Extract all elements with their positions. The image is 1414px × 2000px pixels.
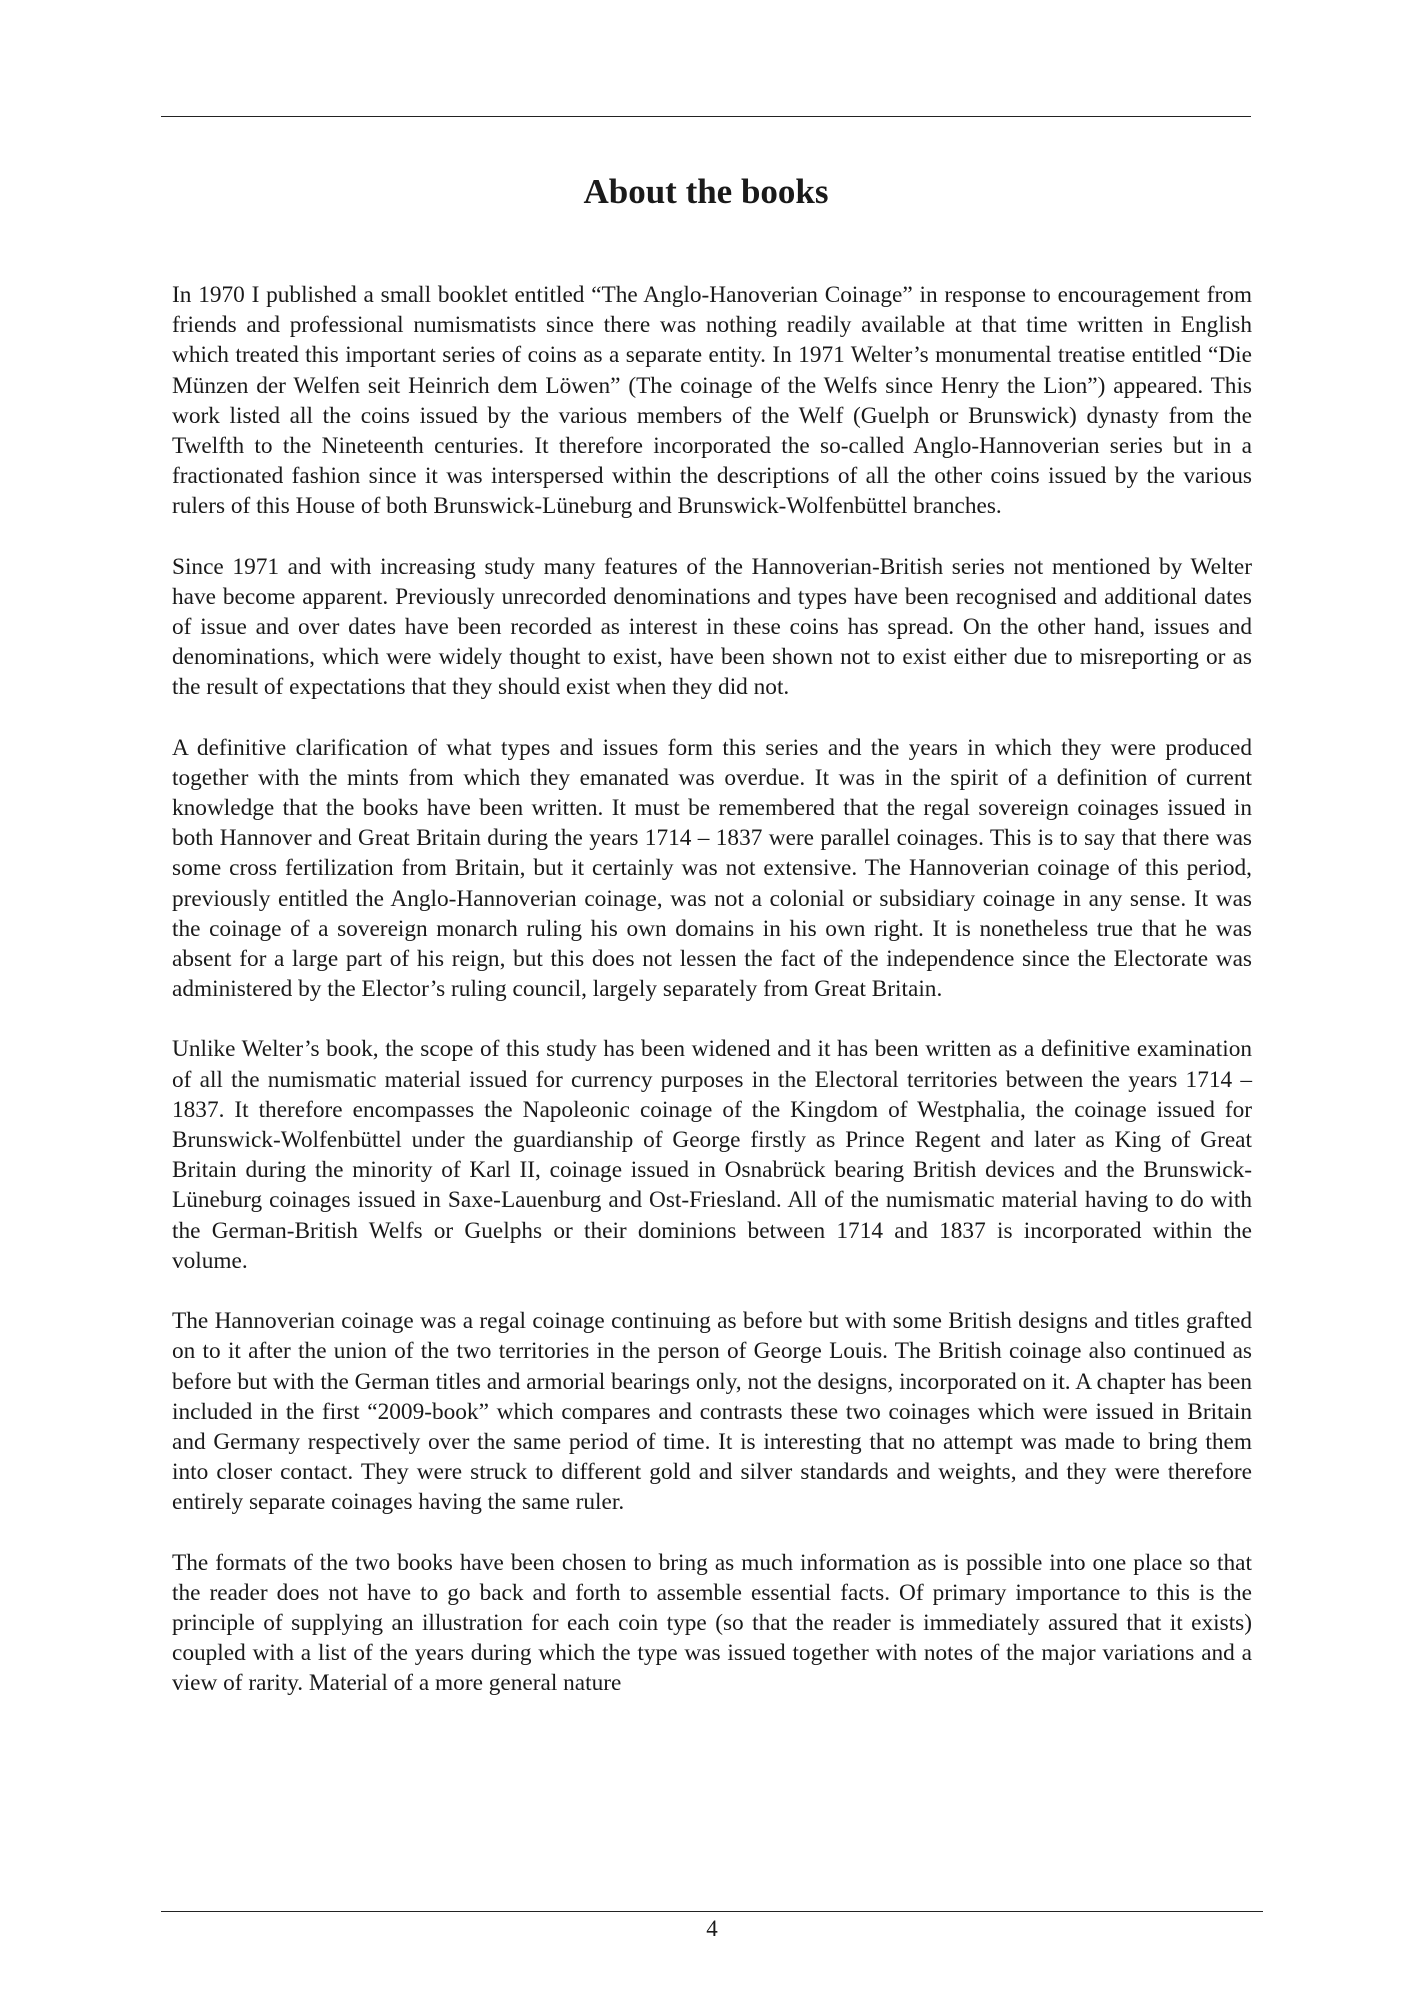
footer-rule (161, 1911, 1263, 1912)
paragraph-3: A definitive clarification of what types and issues form this series and the years in which they were produced together with the mints from which they emanated was overdue. It was in the spirit of a definition of current knowledge that the books have been written. It must be remembered that the regal sovereign coinages issued in both Hannover and Great Britain during the years 1714 – 1837 were parallel coinages. This is to say that there was some cross fertilization from Britain, but it certainly was not extensive. The Hannoverian coinage of this period, previously entitled the Anglo-Hannoverian coinage, was not a colonial or subsidiary coinage in any sense. It was the coinage of a sovereign monarch ruling his own domains in his own right. It is nonetheless true that he was absent for a large part of his reign, but this does not lessen the fact of the independence since the Electorate was administered by the Elector’s ruling council, largely separately from Great Britain. (172, 734, 1252, 1003)
body-text (172, 280, 1252, 1729)
paragraph-6: The formats of the two books have been chosen to bring as much information as is possible into one place so that the reader does not have to go back and forth to assemble essential facts. Of primary importance to this is the principle of supplying an illustration for each coin type (so that the reader is immediately assured that it exists) coupled with a list of the years during which the type was issued together with notes of the major variations and a view of rarity. Material of a more general nature (172, 1549, 1252, 1697)
paragraph-4: Unlike Welter’s book, the scope of this study has been widened and it has been written as a definitive examination of all the numismatic material issued for currency purposes in the Electoral territories between the years 1714 – 1837. It therefore encompasses the Napoleonic coinage of the Kingdom of Westphalia, the coinage issued for Brunswick-Wolfenbüttel under the guardianship of George firstly as Prince Regent and later as King of Great Britain during the minority of Karl II, coinage issued in Osnabrück bearing British devices and the Brunswick-Lüneburg coinages issued in Saxe-Lauenburg and Ost-Friesland. All of the numismatic material having to do with the German-British Welfs or Guelphs or their dominions between 1714 and 1837 is incorporated within the volume. (172, 1036, 1252, 1274)
header-rule (161, 116, 1251, 117)
page-number: 4 (706, 1916, 718, 1941)
page-title: About the books (583, 172, 829, 211)
paragraph-1: In 1970 I published a small booklet entitled “The Anglo-Hanoverian Coinage” in response to encouragement from friends and professional numismatists since there was nothing readily available at that time written in English which treated this important series of coins as a separate entity. In 1971 Welter’s monumental treatise entitled “Die Münzen der Welfen seit Heinrich dem Löwen” (The coinage of the Welfs since Henry the Lion”) appeared. This work listed all the coins issued by the various members of the Welf (Guelph or Brunswick) dynasty from the Twelfth to the Nineteenth centuries. It therefore incorporated the so-called Anglo-Hannoverian series but in a fractionated fashion since it was interspersed within the descriptions of all the other coins issued by the various rulers of this House of both Brunswick-Lüneburg and Brunswick-Wolfenbüttel branches. (172, 282, 1252, 520)
paragraph-5: The Hannoverian coinage was a regal coinage continuing as before but with some British designs and titles grafted on to it after the union of the two territories in the person of George Louis. The British coinage also continued as before but with the German titles and armorial bearings only, not the designs, incorporated on it. A chapter has been included in the first “2009-book” which compares and contrasts these two coinages which were issued in Britain and Germany respectively over the same period of time. It is interesting that no attempt was made to bring them into closer contact. They were struck to different gold and silver standards and weights, and they were therefore entirely separate coinages having the same ruler. (172, 1308, 1252, 1516)
paragraph-2: Since 1971 and with increasing study many features of the Hannoverian-British series not mentioned by Welter have become apparent. Previously unrecorded denominations and types have been recognised and additional dates of issue and over dates have been recorded as interest in these coins has spread. On the other hand, issues and denominations, which were widely thought to exist, have been shown not to exist either due to misreporting or as the result of expectations that they should exist when they did not. (172, 553, 1252, 701)
